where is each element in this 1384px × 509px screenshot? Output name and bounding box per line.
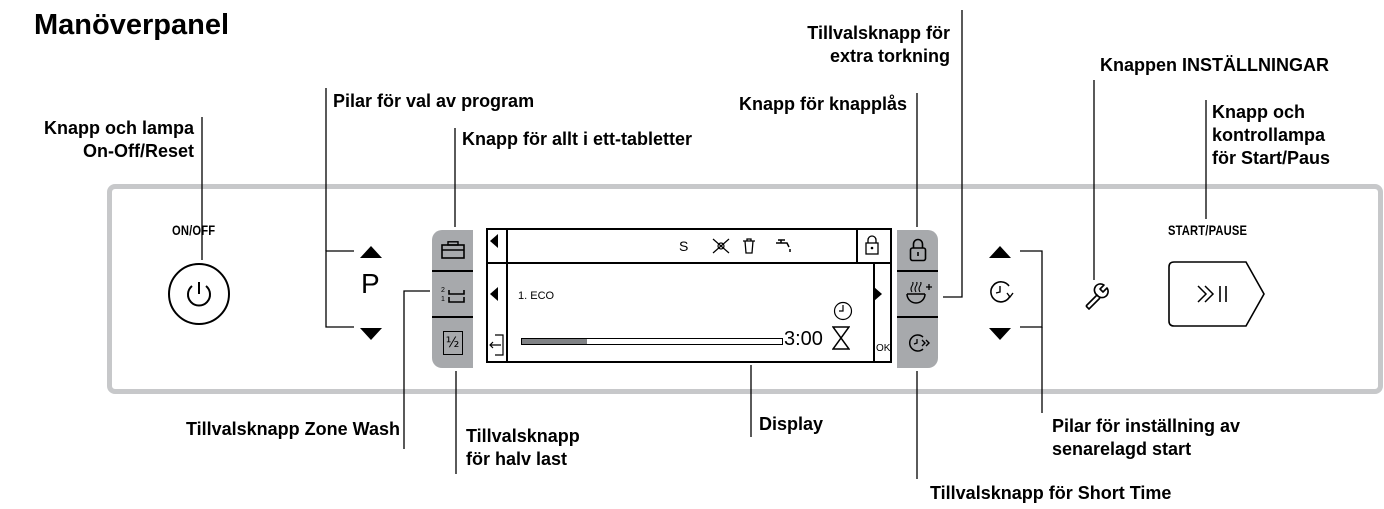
on-off-label: ON/OFF — [172, 222, 216, 238]
callout-extra-dry: Tillvalsknapp för extra torkning — [807, 23, 950, 66]
callout-delay-arrows: Pilar för inställning av senarelagd start — [1052, 416, 1241, 459]
svg-text:1: 1 — [440, 296, 445, 303]
display-time: 3:00 — [784, 328, 823, 350]
ok-label: OK — [876, 343, 891, 354]
program-letter: P — [361, 268, 380, 299]
program-name: 1. ECO — [518, 290, 555, 302]
start-pause-label: START/PAUSE — [1168, 222, 1248, 238]
callout-zone-wash: Tillvalsknapp Zone Wash — [185, 419, 400, 439]
callout-key-lock: Knapp för knapplås — [738, 94, 907, 114]
callout-settings: Knappen INSTÄLLNINGAR — [1100, 55, 1329, 75]
status-s: S — [679, 238, 689, 254]
callout-program-arrows: Pilar för val av program — [333, 91, 535, 111]
callout-all-in-one: Knapp för allt i ett-tabletter — [462, 129, 693, 149]
callout-short-time: Tillvalsknapp för Short Time — [930, 483, 1172, 503]
page-title: Manöverpanel — [34, 9, 229, 41]
half-load-icon: ½ — [443, 331, 463, 355]
callout-on-off-reset: Knapp och lampa On-Off/Reset — [43, 118, 194, 161]
svg-text:2: 2 — [440, 287, 445, 294]
callout-half-load: Tillvalsknapp för halv last — [466, 426, 580, 469]
callout-start-pause: Knapp och kontrollampa för Start/Paus — [1212, 102, 1331, 168]
callout-display: Display — [759, 414, 824, 434]
